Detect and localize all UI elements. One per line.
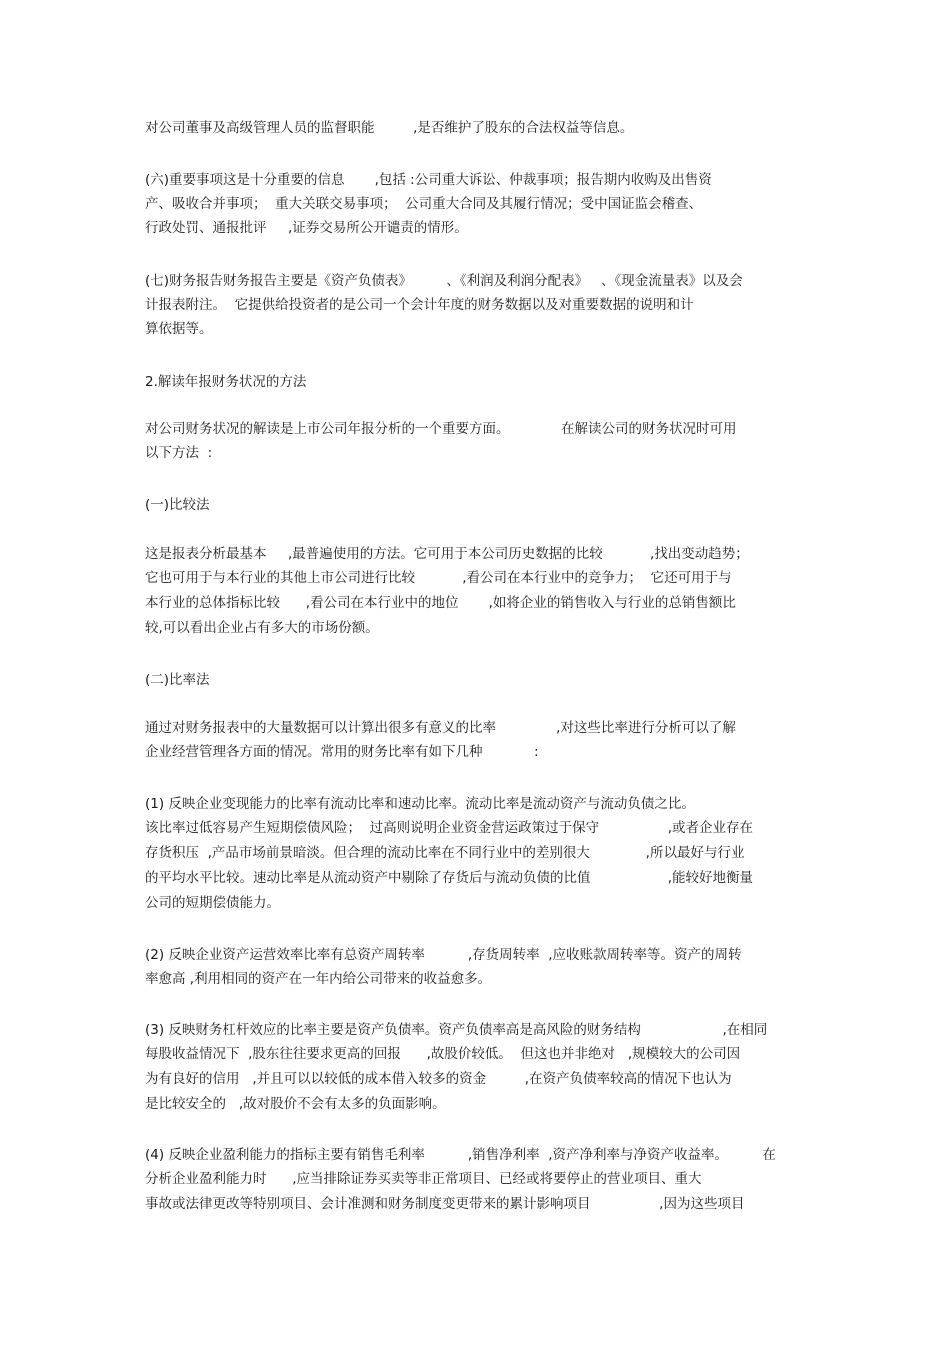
- text-line: 算依据等。: [145, 321, 213, 337]
- text-line: 该比率过低容易产生短期偿债风险； 过高则说明企业资金营运政策过于保守 ,或者企业存在: [145, 820, 754, 836]
- text-line: 行政处罚、通报批评 ,证券交易所公开谴责的情形。: [145, 220, 468, 236]
- subsection-heading: (一)比较法: [145, 497, 210, 513]
- text-line: 本行业的总体指标比较 ,看公司在本行业中的地位 ,如将企业的销售收入与行业的总销售额比: [145, 595, 736, 611]
- subsection-heading: (二)比率法: [145, 672, 210, 688]
- text-line: 产、吸收合并事项； 重大关联交易事项； 公司重大合同及其履行情况；受中国证监会稽查、: [145, 196, 703, 212]
- text-line: 通过对财务报表中的大量数据可以计算出很多有意义的比率 ,对这些比率进行分析可以了解: [145, 720, 736, 736]
- text-line: (七)财务报告财务报告主要是《资产负债表》 、《利润及利润分配表》 、《现金流量表》以及会: [145, 273, 743, 289]
- section-heading: 2.解读年报财务状况的方法: [145, 374, 307, 390]
- text-line: (4) 反映企业盈利能力的指标主要有销售毛利率 ,销售净利率 ,资产净利率与净资产收益率。 在: [145, 1147, 776, 1163]
- text-line: 它也可用于与本行业的其他上市公司进行比较 ,看公司在本行业中的竞争力； 它还可用于与: [145, 570, 732, 586]
- text-line: 较,可以看出企业占有多大的市场份额。: [145, 620, 379, 636]
- text-line: 率愈高 ,利用相同的资产在一年内给公司带来的收益愈多。: [145, 971, 492, 987]
- text-line: (3) 反映财务杠杆效应的比率主要是资产负债率。资产负债率高是高风险的财务结构 ,在相同: [145, 1022, 768, 1038]
- text-line: 这是报表分析最基本 ,最普遍使用的方法。它可用于本公司历史数据的比较 ,找出变动趋势；: [145, 546, 749, 562]
- text-line: 对公司财务状况的解读是上市公司年报分析的一个重要方面。 在解读公司的财务状况时可用: [145, 421, 737, 437]
- text-line: 以下方法 :: [145, 445, 213, 461]
- text-line: 的平均水平比较。速动比率是从流动资产中剔除了存货后与流动负债的比值 ,能较好地衡量: [145, 870, 754, 886]
- text-line: 分析企业盈利能力时 ,应当排除证券买卖等非正常项目、已经或将要停止的营业项目、重大: [145, 1171, 702, 1187]
- text-line: 公司的短期偿债能力。: [145, 895, 280, 911]
- text-line: 是比较安全的 ,故对股价不会有太多的负面影响。: [145, 1096, 446, 1112]
- text-line: 每股收益情况下 ,股东往往要求更高的回报 ,故股价较低。 但这也并非绝对 ,规模较大的公司因: [145, 1046, 741, 1062]
- text-line: (2) 反映企业资产运营效率比率有总资产周转率 ,存货周转率 ,应收账款周转率等。资产的周转: [145, 947, 742, 963]
- text-line: (1) 反映企业变现能力的比率有流动比率和速动比率。流动比率是流动资产与流动负债之比。: [145, 796, 695, 812]
- text-line: 计报表附注。 它提供给投资者的是公司一个会计年度的财务数据以及对重要数据的说明和计: [145, 297, 694, 313]
- text-line: (六)重要事项这是十分重要的信息 ,包括 :公司重大诉讼、仲裁事项；报告期内收购及出售资: [145, 172, 712, 188]
- text-line: 为有良好的信用 ,并且可以以较低的成本借入较多的资金 ,在资产负债率较高的情况下也认为: [145, 1071, 732, 1087]
- text-line: 企业经营管理各方面的情况。常用的财务比率有如下几种 :: [145, 744, 539, 760]
- text-line: 对公司董事及高级管理人员的监督职能 ,是否维护了股东的合法权益等信息。: [145, 120, 634, 136]
- text-line: 事故或法律更改等特别项目、会计准测和财务制度变更带来的累计影响项目 ,因为这些项目: [145, 1196, 745, 1212]
- text-line: 存货积压 ,产品市场前景暗淡。但合理的流动比率在不同行业中的差别很大 ,所以最好与行业: [145, 845, 745, 861]
